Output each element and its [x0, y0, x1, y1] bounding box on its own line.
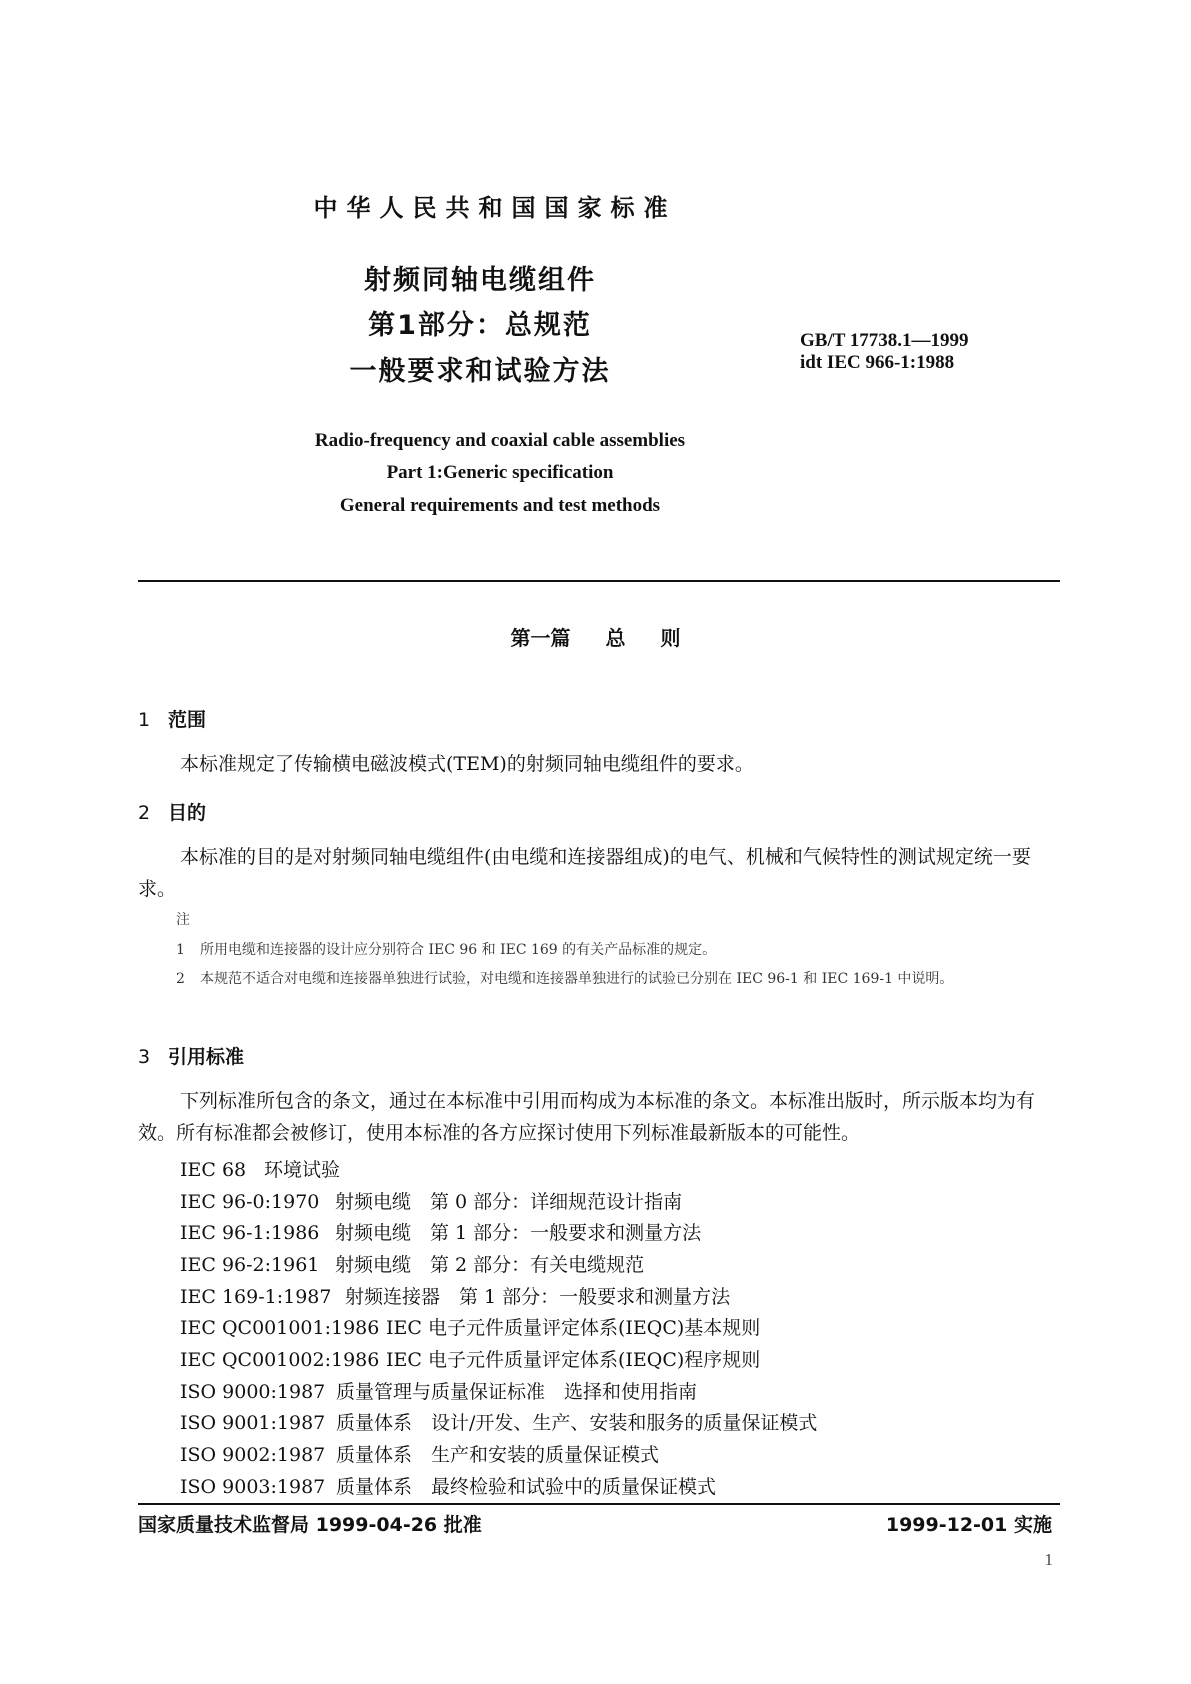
reference-title: 射频电缆 第 2 部分：有关电缆规范 [335, 1254, 645, 1276]
reference-code: ISO 9001:1987 [180, 1412, 326, 1434]
english-title-line-1: Radio-frequency and coaxial cable assemblies [314, 430, 686, 451]
note-text: 本规范不适合对电缆和连接器单独进行试验，对电缆和连接器单独进行的试验已分别在 IEC 96-1 和 IEC 169-1 中说明。 [200, 971, 954, 987]
chinese-title-line-1: 射频同轴电缆组件 [364, 265, 596, 296]
reference-code: IEC QC001002:1986 [180, 1349, 380, 1371]
reference-item [180, 1250, 644, 1277]
section-number: 3 [138, 1046, 151, 1068]
reference-code: ISO 9002:1987 [180, 1444, 326, 1466]
part-heading: 第一篇 总 则 [510, 626, 681, 650]
note-text: 所用电缆和连接器的设计应分别符合 IEC 96 和 IEC 169 的有关产品标准的规定。 [200, 942, 717, 958]
reference-item [180, 1472, 716, 1499]
reference-title: IEC 电子元件质量评定体系(IEQC)程序规则 [386, 1349, 761, 1371]
note-label: 注 [176, 912, 190, 928]
reference-item [180, 1282, 730, 1309]
page-number: 1 [1044, 1550, 1053, 1569]
note-number: 2 [176, 971, 185, 987]
reference-title: 射频电缆 第 1 部分：一般要求和测量方法 [335, 1222, 702, 1244]
section-2-heading [138, 798, 206, 825]
reference-code: IEC 96-1:1986 [180, 1222, 320, 1244]
header-divider [138, 580, 1060, 582]
reference-item [180, 1218, 701, 1245]
section-2-paragraph: 本标准的目的是对射频同轴电缆组件(由电缆和连接器组成)的电气、机械和气候特性的测试规定统一要求。 [138, 846, 1031, 900]
reference-code: IEC 96-2:1961 [180, 1254, 320, 1276]
note-item-2 [176, 966, 1060, 992]
section-title: 目的 [168, 802, 207, 824]
footer-divider [138, 1503, 1060, 1505]
note-number: 1 [176, 942, 185, 958]
reference-item [180, 1313, 760, 1340]
reference-title: 质量体系 生产和安装的质量保证模式 [336, 1444, 660, 1466]
section-number: 1 [138, 709, 151, 731]
implementation-date: 1999-12-01 实施 [885, 1514, 1052, 1536]
reference-code: IEC 96-0:1970 [180, 1191, 320, 1213]
reference-code: IEC QC001001:1986 [180, 1317, 380, 1339]
standard-code-block [800, 330, 969, 374]
reference-item [180, 1408, 817, 1435]
reference-item [180, 1377, 697, 1404]
section-title: 范围 [168, 709, 207, 731]
reference-item [180, 1440, 659, 1467]
section-title: 引用标准 [168, 1046, 245, 1068]
reference-title: 质量管理与质量保证标准 选择和使用指南 [336, 1381, 698, 1403]
approval-line: 国家质量技术监督局 1999-04-26 批准 [138, 1514, 482, 1536]
reference-title: IEC 电子元件质量评定体系(IEQC)基本规则 [386, 1317, 761, 1339]
reference-item [180, 1187, 682, 1214]
section-1-heading [138, 705, 206, 732]
english-title-line-2: Part 1:Generic specification [386, 462, 614, 483]
chinese-title-line-3: 一般要求和试验方法 [349, 356, 611, 387]
reference-code: IEC 169-1:1987 [180, 1286, 332, 1308]
reference-title: 射频连接器 第 1 部分：一般要求和测量方法 [345, 1286, 731, 1308]
reference-title: 质量体系 最终检验和试验中的质量保证模式 [336, 1476, 717, 1498]
reference-code: ISO 9003:1987 [180, 1476, 326, 1498]
reference-code: IEC 68 [180, 1159, 247, 1181]
reference-title: 环境试验 [264, 1159, 341, 1181]
english-title-line-3: General requirements and test methods [339, 495, 661, 516]
note-item-1 [176, 937, 716, 963]
section-3-heading [138, 1042, 244, 1069]
standard-code: GB/T 17738.1—1999 [800, 330, 969, 351]
section-3-paragraph: 下列标准所包含的条文，通过在本标准中引用而构成为本标准的条文。本标准出版时，所示版本均为有效。所有标准都会被修订，使用本标准的各方应探讨使用下列标准最新版本的可能性。 [138, 1090, 1036, 1144]
idt-reference: idt IEC 966-1:1988 [800, 352, 955, 373]
chinese-title-line-2: 第1部分：总规范 [368, 310, 592, 341]
reference-item [180, 1155, 340, 1182]
reference-title: 质量体系 设计/开发、生产、安装和服务的质量保证模式 [336, 1412, 818, 1434]
section-number: 2 [138, 802, 151, 824]
reference-item [180, 1345, 760, 1372]
national-standard-title: 中华人民共和国国家标准 [313, 194, 677, 222]
section-1-paragraph: 本标准规定了传输横电磁波模式(TEM)的射频同轴电缆组件的要求。 [180, 753, 754, 775]
reference-code: ISO 9000:1987 [180, 1381, 326, 1403]
reference-title: 射频电缆 第 0 部分：详细规范设计指南 [335, 1191, 683, 1213]
